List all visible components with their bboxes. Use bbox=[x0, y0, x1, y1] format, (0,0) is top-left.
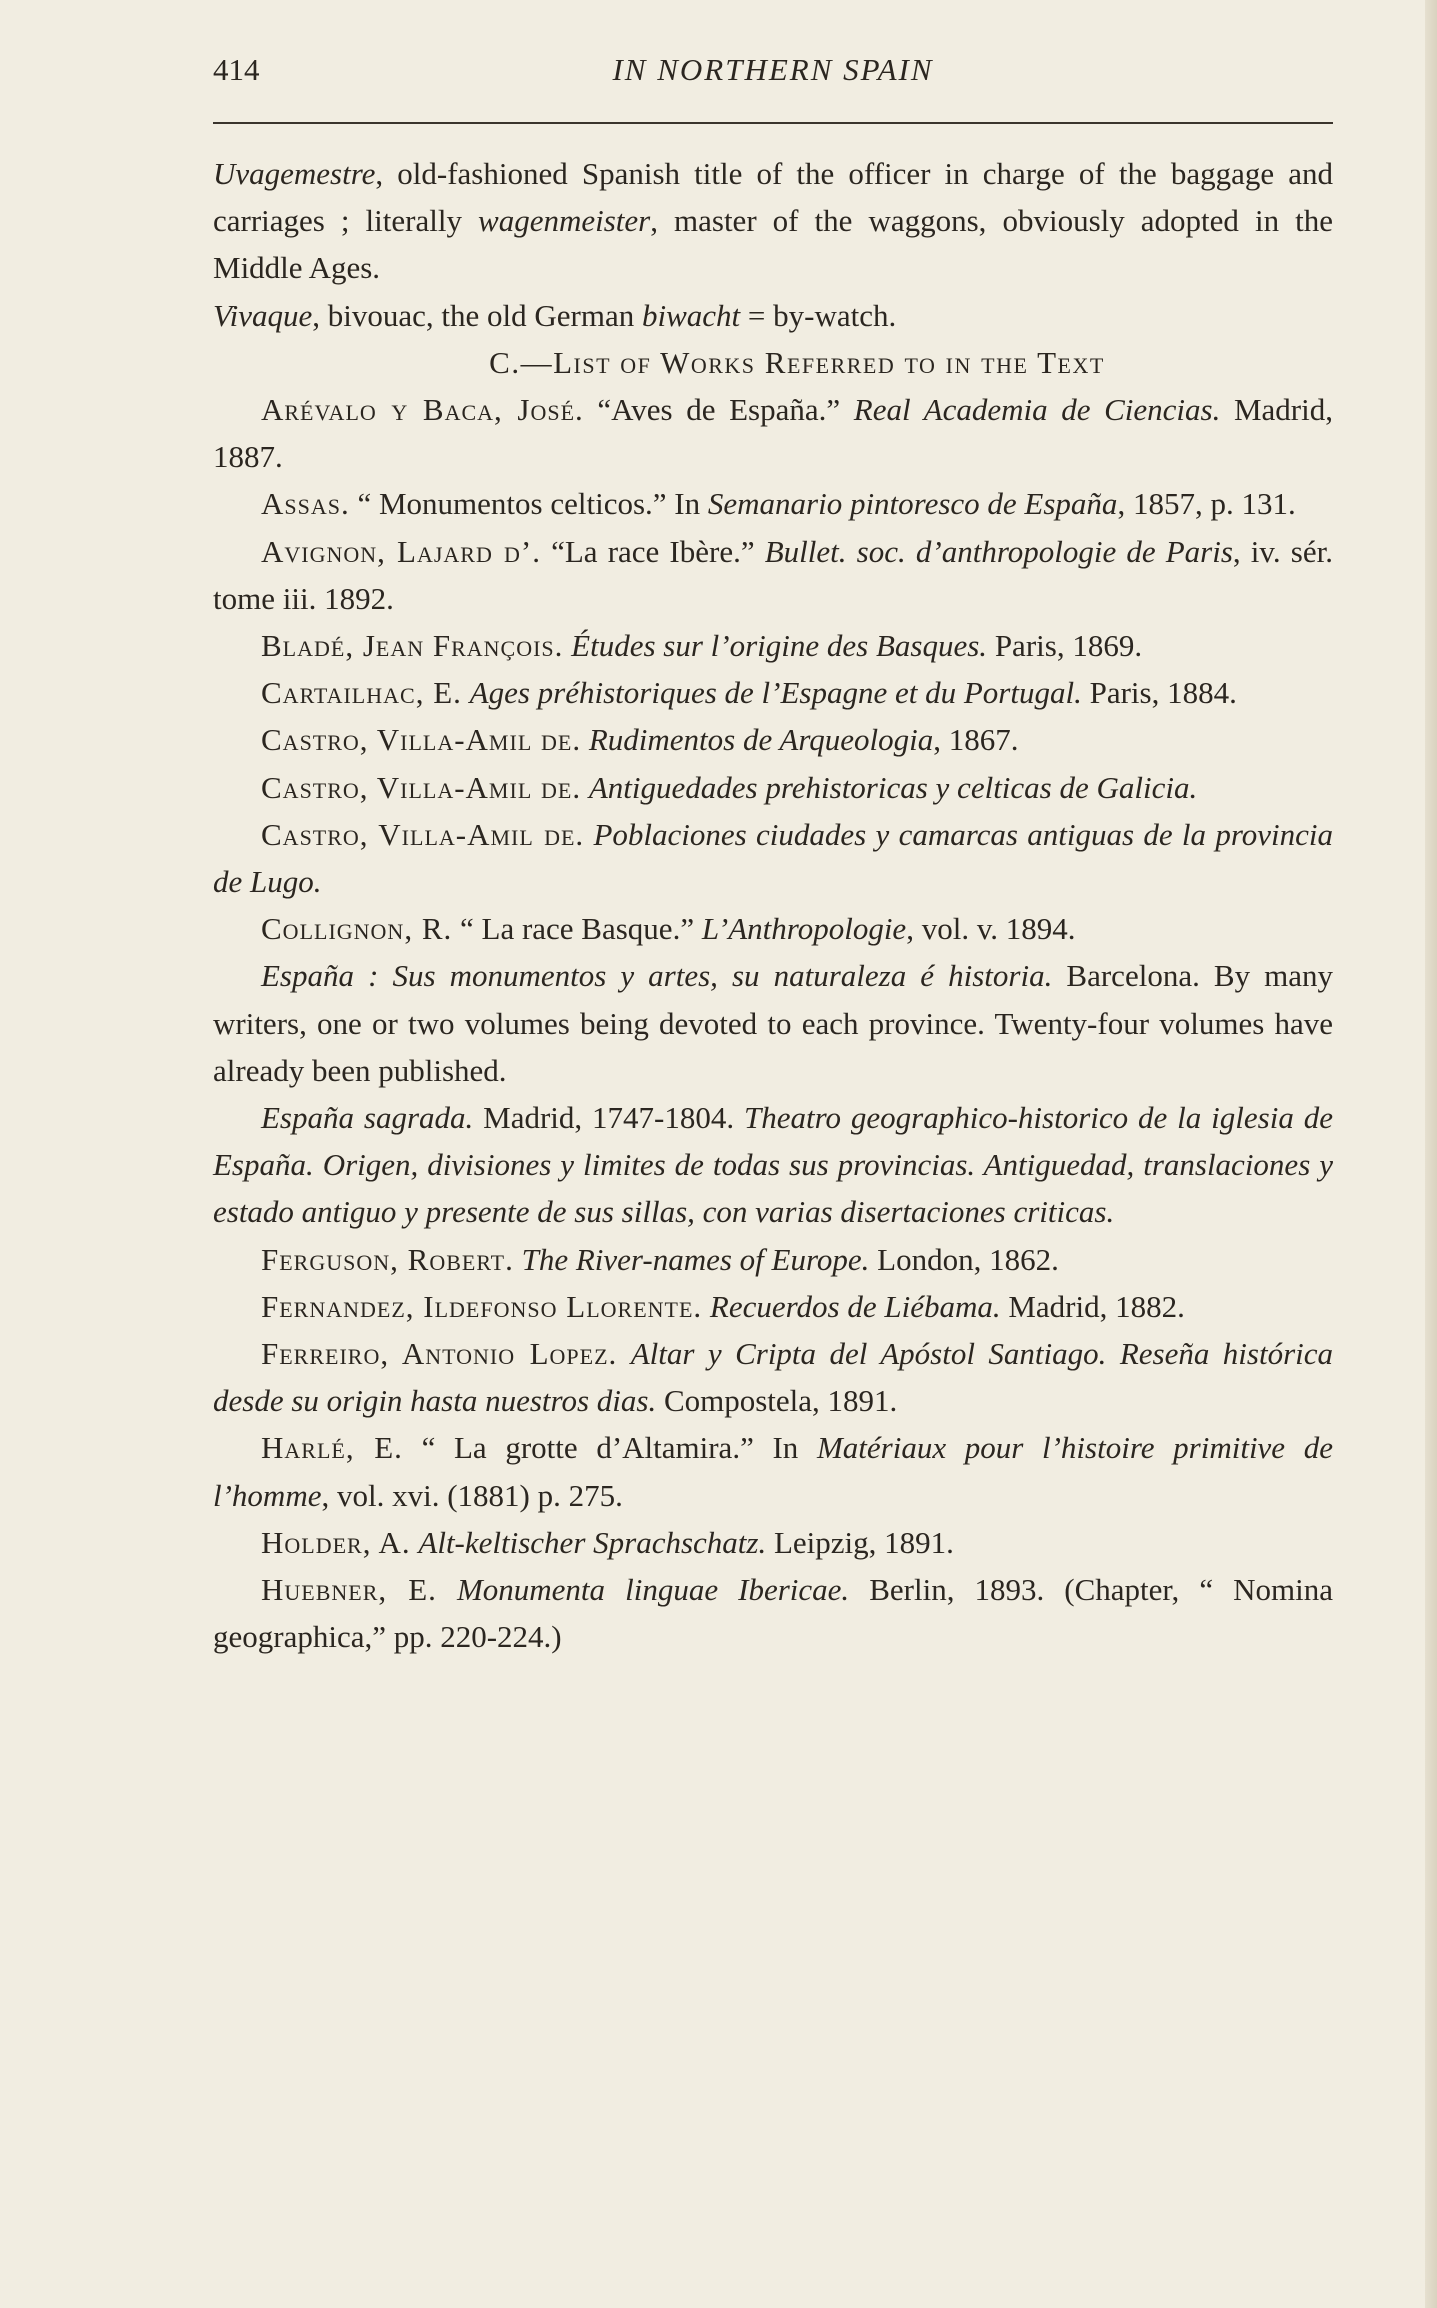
entry-author: Ferreiro, Antonio Lopez. bbox=[261, 1336, 618, 1372]
entry-title: Recuerdos de Liébama. bbox=[709, 1288, 1001, 1324]
page-body bbox=[213, 150, 1333, 1661]
entry-title: Ages préhistoriques de l’Espagne et du Portugal. bbox=[469, 675, 1082, 711]
entry-title: Rudimentos de Arqueologia bbox=[588, 722, 934, 758]
bibliography-entry bbox=[213, 1424, 1333, 1518]
glossary-text: = by-watch. bbox=[740, 297, 897, 333]
page-number: 414 bbox=[213, 52, 260, 87]
bibliography-entry bbox=[213, 386, 1333, 480]
glossary-text: , bivouac, the old German bbox=[312, 297, 642, 333]
entry-text bbox=[514, 1242, 522, 1277]
entry-author: Bladé, Jean François. bbox=[261, 628, 564, 664]
glossary-term: wagenmeister bbox=[478, 203, 651, 239]
entry-title: Real Academia de Ciencias. bbox=[853, 392, 1221, 428]
bibliography-entry bbox=[213, 1094, 1333, 1236]
entry-text: Barcelona. By many writers, one or two volumes being devoted to each province. Twenty-four volumes have already been published. bbox=[213, 958, 1334, 1088]
entry-title: Études sur l’origine des Basques. bbox=[571, 628, 988, 664]
bibliography-entry bbox=[213, 811, 1333, 905]
bibliography-entry bbox=[213, 1236, 1333, 1283]
entry-author: Arévalo y Baca, José. bbox=[261, 392, 584, 428]
entry-text: “ La race Basque.” bbox=[452, 911, 702, 947]
entry-title: The River-names of Europe. bbox=[521, 1241, 870, 1277]
entry-text bbox=[584, 817, 593, 852]
entry-title: Theatro geographico-historico de la iglesia de España. Origen, divisiones y limites de todas sus provincias. Antiguedad, translaciones y estado antiguo y presente de sus sillas, con varias disertaciones criticas. bbox=[213, 1100, 1333, 1230]
glossary-text: , master of the waggons, obviously adopted in the Middle Ages. bbox=[213, 203, 1333, 286]
entry-text: , iv. sér. tome iii. 1892. bbox=[213, 533, 1333, 616]
entry-text: “ Monumentos celticos.” In bbox=[349, 486, 708, 522]
bibliography-entry bbox=[213, 1330, 1333, 1424]
entry-text: “Aves de España.” bbox=[583, 392, 854, 428]
entry-title: Matériaux pour l’histoire primitive de l’homme bbox=[213, 1430, 1333, 1513]
glossary-text: , old-fashioned Spanish title of the officer in charge of the baggage and carriages ; literally bbox=[213, 156, 1333, 239]
bibliography-entry bbox=[213, 1283, 1333, 1330]
header-rule bbox=[213, 122, 1333, 124]
entry-author: Ferguson, Robert. bbox=[261, 1241, 514, 1277]
entry-author: Harlé, E. bbox=[261, 1430, 403, 1466]
page-header bbox=[213, 52, 1333, 92]
glossary-term: Vivaque bbox=[213, 297, 313, 333]
bibliography-entry bbox=[213, 622, 1333, 669]
entry-title: Semanario pintoresco de España bbox=[707, 486, 1118, 522]
entry-author: Fernandez, Ildefonso Llorente. bbox=[261, 1288, 703, 1324]
entry-author: Castro, Villa-Amil de. bbox=[261, 722, 582, 758]
entry-text: “ La grotte d’Altamira.” In bbox=[402, 1430, 817, 1466]
entry-text bbox=[702, 1289, 710, 1324]
entry-text: Madrid, 1882. bbox=[1000, 1288, 1185, 1324]
glossary-term: Uvagemestre bbox=[213, 156, 376, 191]
bibliography-list bbox=[213, 386, 1333, 1660]
entry-text: , vol. xvi. (1881) p. 275. bbox=[321, 1477, 623, 1513]
entry-text bbox=[437, 1572, 457, 1607]
entry-text: Madrid, 1887. bbox=[213, 392, 1333, 475]
glossary-entry bbox=[213, 150, 1333, 292]
glossary-term: biwacht bbox=[642, 297, 741, 333]
glossary-entry bbox=[213, 292, 1333, 339]
entry-title: L’Anthropologie bbox=[701, 911, 907, 947]
bibliography-entry bbox=[213, 764, 1333, 811]
entry-author: Cartailhac, E. bbox=[261, 675, 462, 711]
entry-text bbox=[617, 1336, 630, 1371]
entry-author: Castro, Villa-Amil de. bbox=[261, 816, 585, 852]
bibliography-entry bbox=[213, 716, 1333, 763]
entry-text: , 1857, p. 131. bbox=[1117, 486, 1296, 522]
entry-text bbox=[581, 770, 589, 805]
bibliography-entry bbox=[213, 480, 1333, 527]
entry-title: Monumenta linguae Ibericae. bbox=[456, 1572, 850, 1608]
bibliography-entry bbox=[213, 1566, 1333, 1660]
bibliography-entry bbox=[213, 669, 1333, 716]
entry-text: Leipzig, 1891. bbox=[766, 1524, 954, 1560]
entry-author: Huebner, E. bbox=[261, 1572, 437, 1608]
bibliography-entry bbox=[213, 528, 1333, 622]
page-edge bbox=[1425, 0, 1437, 2308]
entry-author: Avignon, Lajard d’. bbox=[261, 533, 541, 569]
entry-title: Antiguedades prehistoricas y celticas de Galicia. bbox=[588, 769, 1198, 805]
entry-text bbox=[563, 628, 571, 663]
entry-text: , 1867. bbox=[933, 722, 1019, 758]
entry-title: Alt-keltischer Sprachschatz. bbox=[418, 1524, 767, 1560]
bibliography-entry bbox=[213, 952, 1333, 1094]
entry-text: , vol. v. 1894. bbox=[906, 911, 1076, 947]
running-head: IN NORTHERN SPAIN bbox=[612, 52, 934, 87]
entry-author: Assas. bbox=[261, 486, 350, 522]
entry-text: “La race Ibère.” bbox=[540, 533, 765, 569]
entry-title: España : Sus monumentos y artes, su naturaleza é historia. bbox=[261, 958, 1053, 994]
entry-title: España sagrada. bbox=[261, 1100, 474, 1136]
entry-text bbox=[581, 722, 589, 757]
entry-text: Paris, 1884. bbox=[1081, 675, 1237, 711]
section-title: C.—List of Works Referred to in the Text bbox=[489, 344, 1105, 380]
entry-title: Bullet. soc. d’anthropologie de Paris bbox=[764, 533, 1233, 569]
entry-text: Compostela, 1891. bbox=[656, 1383, 898, 1419]
entry-text: Paris, 1869. bbox=[987, 628, 1143, 664]
bibliography-entry bbox=[213, 1519, 1333, 1566]
entry-text: Madrid, 1747-1804. bbox=[473, 1100, 744, 1136]
bibliography-entry bbox=[213, 905, 1333, 952]
entry-author: Collignon, R. bbox=[261, 911, 453, 947]
entry-title: Poblaciones ciudades y camarcas antiguas de la provincia de Lugo. bbox=[213, 816, 1334, 900]
entry-author: Holder, A. bbox=[261, 1524, 411, 1560]
entry-text bbox=[462, 675, 470, 710]
entry-text: Berlin, 1893. (Chapter, “ Nomina geographica,” pp. 220-224.) bbox=[213, 1572, 1333, 1655]
entry-text: London, 1862. bbox=[869, 1241, 1059, 1277]
entry-author: Castro, Villa-Amil de. bbox=[261, 769, 582, 805]
entry-title: Altar y Cripta del Apóstol Santiago. Reseña histórica desde su origin hasta nuestros dias. bbox=[213, 1336, 1334, 1419]
